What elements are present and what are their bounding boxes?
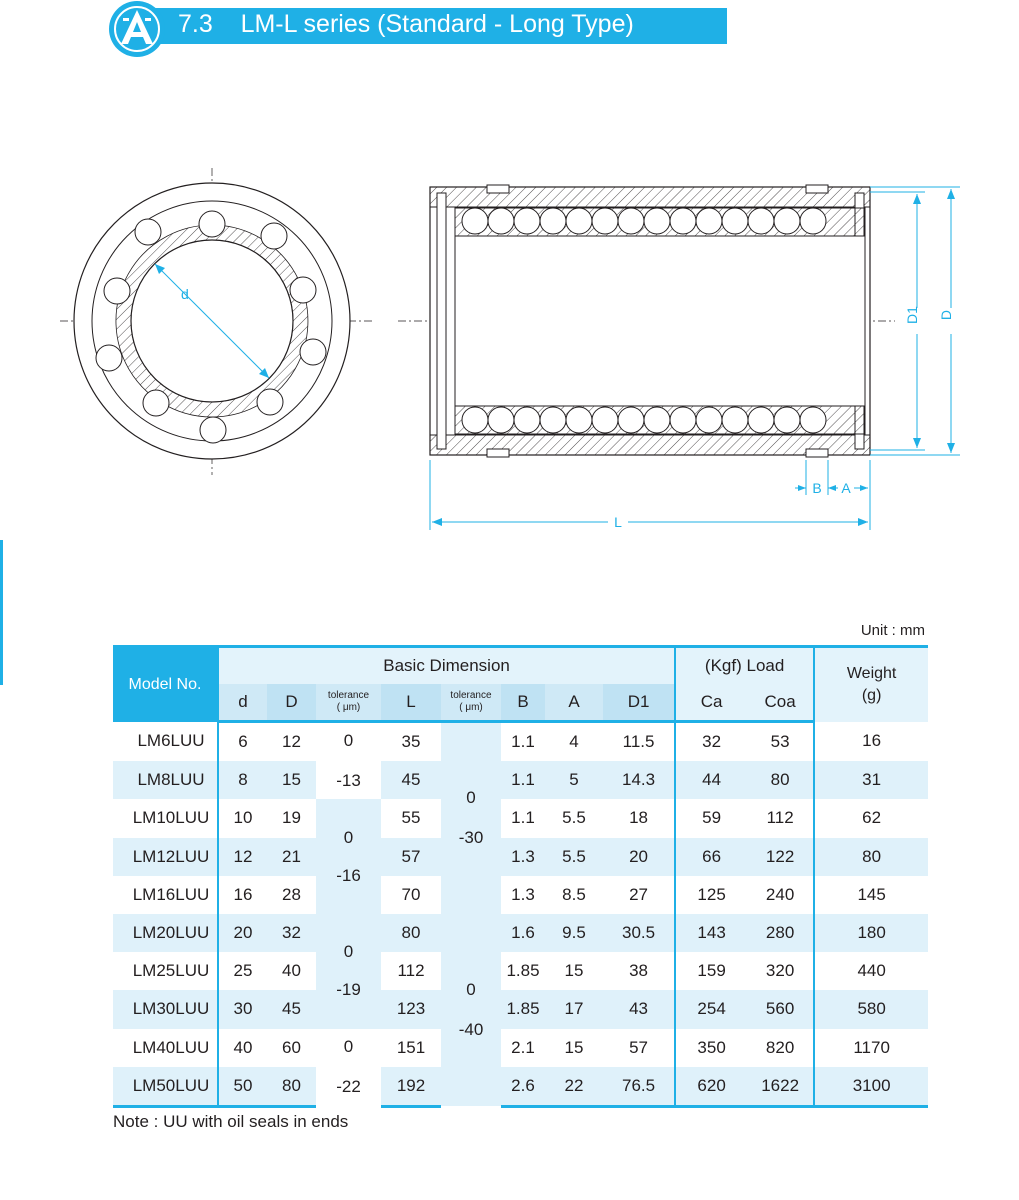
cell-D: 60 [267,1029,316,1067]
tol-upper: 0 [343,942,354,962]
cell-model: LM25LUU [113,952,218,990]
cell-d: 10 [218,799,267,837]
cell-Ca: 125 [675,876,747,914]
brand-logo-icon [108,0,166,58]
bearing-technical-drawing [0,150,1019,550]
tol-lower: -13 [336,771,361,791]
header-d: d [218,684,267,722]
cell-D1: 57 [603,1029,675,1067]
cell-Ca: 44 [675,761,747,799]
cell-Coa: 560 [747,990,814,1028]
table-row [113,952,928,990]
cell-D1: 30.5 [603,914,675,952]
cell-model: LM6LUU [113,722,218,762]
cell-B: 2.6 [501,1067,545,1107]
tol-lower: -16 [336,865,361,885]
cell-D: 19 [267,799,316,837]
cell-Ca: 143 [675,914,747,952]
cell-weight: 80 [814,838,928,876]
cell-B: 1.1 [501,761,545,799]
header-weight-label: Weight [846,664,897,682]
cell-weight: 31 [814,761,928,799]
dim-L-label: L [614,514,622,530]
cell-D1: 43 [603,990,675,1028]
cell-B: 2.1 [501,1029,545,1067]
cell-weight: 62 [814,799,928,837]
dim-A-label: A [841,480,851,496]
cell-model: LM12LUU [113,838,218,876]
cell-Ca: 620 [675,1067,747,1107]
cell-d-tolerance [316,914,381,1029]
table-row [113,1067,928,1107]
tol-label: tolerance [327,690,370,701]
cell-Coa: 320 [747,952,814,990]
cell-D: 40 [267,952,316,990]
cell-weight: 3100 [814,1067,928,1107]
dim-B-label: B [812,480,822,496]
cell-D1: 18 [603,799,675,837]
dim-D-label: D [938,309,954,321]
cell-weight: 180 [814,914,928,952]
tol-unit: ( μm) [459,702,483,713]
cell-Ca: 59 [675,799,747,837]
cell-D: 21 [267,838,316,876]
table-row [113,761,928,799]
cell-d: 6 [218,722,267,762]
table-row [113,914,928,952]
header-B: B [501,684,545,722]
tol-upper: 0 [343,827,354,847]
cell-Coa: 53 [747,722,814,762]
header-model: Model No. [113,647,218,722]
header-basic-dimension: Basic Dimension [218,647,675,685]
cell-d: 8 [218,761,267,799]
section-title [178,10,634,39]
header-D: D [267,684,316,722]
cell-B: 1.85 [501,990,545,1028]
table-row [113,799,928,837]
cell-model: LM30LUU [113,990,218,1028]
cell-L: 192 [381,1067,441,1107]
cell-d: 50 [218,1067,267,1107]
section-number: 7.3 [178,10,213,38]
cell-weight: 16 [814,722,928,762]
cell-model: LM10LUU [113,799,218,837]
cell-d: 12 [218,838,267,876]
cell-d-tolerance [316,722,381,800]
cell-A: 5.5 [545,799,603,837]
footnote: Note : UU with oil seals in ends [113,1112,349,1131]
header-d-tolerance [316,684,381,722]
cell-Coa: 122 [747,838,814,876]
cell-d: 20 [218,914,267,952]
tol-unit: ( μm) [336,702,361,713]
cell-L: 70 [381,876,441,914]
cell-d-tolerance [316,1029,381,1107]
cell-A: 15 [545,952,603,990]
cell-D: 15 [267,761,316,799]
cell-d-tolerance [316,799,381,914]
cell-D: 12 [267,722,316,762]
cell-Ca: 254 [675,990,747,1028]
cell-L: 35 [381,722,441,762]
cell-Coa: 280 [747,914,814,952]
cell-B: 1.1 [501,799,545,837]
header-D-tolerance [441,684,501,722]
cell-Coa: 820 [747,1029,814,1067]
cell-B: 1.1 [501,722,545,762]
header-D1: D1 [603,684,675,722]
tol-upper: 0 [466,788,476,808]
cell-A: 17 [545,990,603,1028]
cell-D: 28 [267,876,316,914]
tol-upper: 0 [343,731,354,751]
cell-A: 9.5 [545,914,603,952]
cell-Ca: 350 [675,1029,747,1067]
cell-Ca: 32 [675,722,747,762]
table-row [113,838,928,876]
cell-weight: 440 [814,952,928,990]
cell-model: LM20LUU [113,914,218,952]
cell-B: 1.3 [501,876,545,914]
cell-Ca: 66 [675,838,747,876]
front-view [60,168,375,475]
cell-model: LM40LUU [113,1029,218,1067]
tol-lower: -40 [458,1020,484,1040]
table-row [113,876,928,914]
cell-B: 1.85 [501,952,545,990]
cell-L: 123 [381,990,441,1028]
header-weight [814,647,928,722]
cell-Ca: 159 [675,952,747,990]
cell-A: 15 [545,1029,603,1067]
cell-D1: 76.5 [603,1067,675,1107]
table-row [113,722,928,762]
cell-A: 8.5 [545,876,603,914]
cell-A: 4 [545,722,603,762]
cell-model: LM16LUU [113,876,218,914]
cell-D1: 11.5 [603,722,675,762]
table-row [113,990,928,1028]
header-A: A [545,684,603,722]
cell-L: 55 [381,799,441,837]
tol-upper: 0 [466,980,476,1000]
cell-D1: 27 [603,876,675,914]
cell-D1: 14.3 [603,761,675,799]
cell-B: 1.3 [501,838,545,876]
header-Ca: Ca [675,684,747,722]
cell-Coa: 80 [747,761,814,799]
cell-Coa: 240 [747,876,814,914]
cell-D1: 38 [603,952,675,990]
cell-weight: 1170 [814,1029,928,1067]
cell-D-tolerance [441,722,501,914]
tol-upper: 0 [343,1037,354,1057]
unit-label: Unit : mm [860,622,925,639]
side-accent-bar [0,540,3,685]
header-Coa: Coa [747,684,814,722]
cell-L: 57 [381,838,441,876]
tol-lower: -19 [336,980,361,1000]
cell-L: 112 [381,952,441,990]
series-title: LM-L series (Standard - Long Type) [240,10,634,38]
cell-D1: 20 [603,838,675,876]
tol-label: tolerance [450,690,492,701]
cell-model: LM8LUU [113,761,218,799]
tol-lower: -30 [458,828,484,848]
cell-Coa: 1622 [747,1067,814,1107]
cell-d: 30 [218,990,267,1028]
cell-L: 45 [381,761,441,799]
cell-B: 1.6 [501,914,545,952]
specification-table [113,645,928,1108]
header-load: (Kgf) Load [675,647,814,685]
cell-d: 16 [218,876,267,914]
side-view [398,185,964,530]
cell-L: 80 [381,914,441,952]
dim-D1-label: D1 [904,306,920,324]
cell-A: 5 [545,761,603,799]
cell-A: 22 [545,1067,603,1107]
cell-Coa: 112 [747,799,814,837]
cell-weight: 145 [814,876,928,914]
cell-model: LM50LUU [113,1067,218,1107]
cell-weight: 580 [814,990,928,1028]
cell-L: 151 [381,1029,441,1067]
cell-A: 5.5 [545,838,603,876]
table-row [113,1029,928,1067]
header-L: L [381,684,441,722]
cell-D: 80 [267,1067,316,1107]
cell-D: 45 [267,990,316,1028]
cell-d: 25 [218,952,267,990]
dim-d-label: d [181,286,189,302]
cell-D-tolerance [441,914,501,1106]
header-weight-unit: (g) [861,686,882,704]
cell-d: 40 [218,1029,267,1067]
tol-lower: -22 [336,1077,361,1097]
cell-D: 32 [267,914,316,952]
